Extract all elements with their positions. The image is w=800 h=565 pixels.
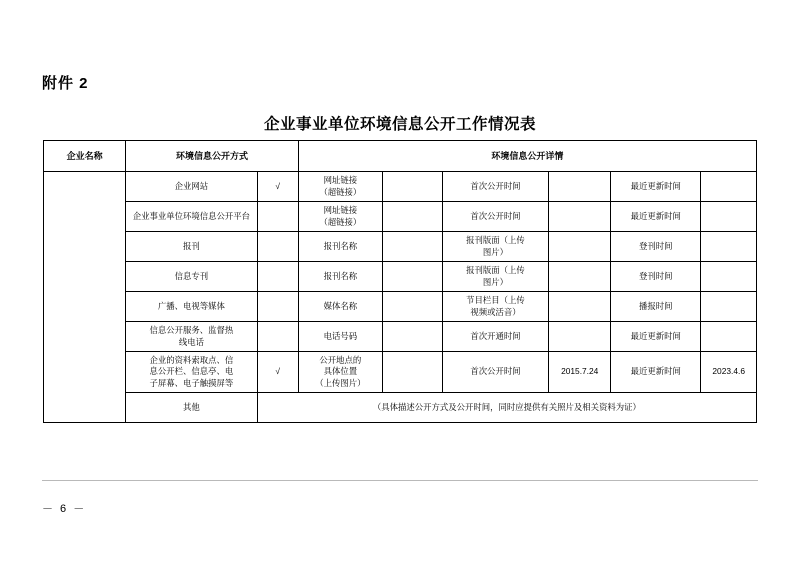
attachment-label: 附件 2 (42, 75, 89, 92)
header-disclosure-details: 环境信息公开详情 (298, 141, 756, 172)
time-value-2[interactable] (701, 202, 757, 232)
detail-value[interactable] (382, 172, 442, 202)
detail-value[interactable] (382, 322, 442, 352)
time-value-1[interactable]: 2015.7.24 (549, 352, 611, 393)
page-title: 企业事业单位环境信息公开工作情况表 (263, 116, 536, 133)
method-checkbox[interactable] (257, 322, 298, 352)
method-label: 报刊 (126, 232, 257, 262)
time-label-1: 首次公开时间 (442, 202, 549, 232)
table-row (44, 352, 757, 393)
method-checkbox[interactable] (257, 232, 298, 262)
time-label-1: 报刊版面（上传 图片） (442, 232, 549, 262)
detail-value[interactable] (382, 262, 442, 292)
time-label-1: 首次公开时间 (442, 352, 549, 393)
other-note[interactable]: （具体描述公开方式及公开时间，同时应提供有关照片及相关资料为证） (257, 393, 756, 423)
table-row (44, 262, 757, 292)
time-label-2: 登刊时间 (611, 232, 701, 262)
table-header-row (44, 141, 757, 172)
table-row (44, 232, 757, 262)
time-value-2[interactable] (701, 322, 757, 352)
method-checkbox[interactable]: √ (257, 172, 298, 202)
detail-type-label: 报刊名称 (298, 262, 382, 292)
method-label: 广播、电视等媒体 (126, 292, 257, 322)
detail-type-label: 公开地点的 具体位置 （上传图片） (298, 352, 382, 393)
detail-type-label: 电话号码 (298, 322, 382, 352)
detail-type-label: 媒体名称 (298, 292, 382, 322)
time-value-1[interactable] (549, 172, 611, 202)
time-value-2[interactable] (701, 262, 757, 292)
time-value-1[interactable] (549, 232, 611, 262)
time-label-2: 最近更新时间 (611, 322, 701, 352)
method-checkbox[interactable] (257, 262, 298, 292)
method-checkbox[interactable] (257, 292, 298, 322)
method-label-other: 其他 (126, 393, 257, 423)
detail-type-label: 网址链接 （超链接） (298, 202, 382, 232)
header-disclosure-method: 环境信息公开方式 (126, 141, 299, 172)
footer-divider (42, 480, 758, 481)
method-label: 信息专刊 (126, 262, 257, 292)
time-value-2[interactable] (701, 292, 757, 322)
table-row (44, 322, 757, 352)
company-name-value[interactable] (44, 172, 126, 423)
method-label: 企业事业单位环境信息公开平台 (126, 202, 257, 232)
method-checkbox[interactable] (257, 202, 298, 232)
header-company-name: 企业名称 (44, 141, 126, 172)
time-value-1[interactable] (549, 262, 611, 292)
method-label: 信息公开服务、监督热 线电话 (126, 322, 257, 352)
time-label-2: 播报时间 (611, 292, 701, 322)
detail-type-label: 网址链接 （超链接） (298, 172, 382, 202)
time-label-1: 首次公开时间 (442, 172, 549, 202)
time-label-1: 节目栏目（上传 视频或活音） (442, 292, 549, 322)
detail-value[interactable] (382, 292, 442, 322)
time-value-2[interactable] (701, 172, 757, 202)
time-value-1[interactable] (549, 292, 611, 322)
detail-value[interactable] (382, 202, 442, 232)
detail-value[interactable] (382, 232, 442, 262)
method-label: 企业网站 (126, 172, 257, 202)
time-label-2: 最近更新时间 (611, 202, 701, 232)
page-number: － 6 － (42, 503, 87, 515)
time-value-1[interactable] (549, 322, 611, 352)
detail-value[interactable] (382, 352, 442, 393)
time-label-1: 首次开通时间 (442, 322, 549, 352)
time-value-1[interactable] (549, 202, 611, 232)
method-label: 企业的资料索取点、信 息公开栏、信息亭、电 子屏幕、电子触摸屏等 (126, 352, 257, 393)
detail-type-label: 报刊名称 (298, 232, 382, 262)
time-value-2[interactable]: 2023.4.6 (701, 352, 757, 393)
time-label-2: 最近更新时间 (611, 172, 701, 202)
time-label-2: 最近更新时间 (611, 352, 701, 393)
time-label-1: 报刊版面（上传 图片） (442, 262, 549, 292)
table-row-other (44, 393, 757, 423)
time-value-2[interactable] (701, 232, 757, 262)
table-row (44, 292, 757, 322)
table-row (44, 172, 757, 202)
time-label-2: 登刊时间 (611, 262, 701, 292)
table-row (44, 202, 757, 232)
environment-disclosure-table (43, 140, 757, 423)
method-checkbox[interactable]: √ (257, 352, 298, 393)
